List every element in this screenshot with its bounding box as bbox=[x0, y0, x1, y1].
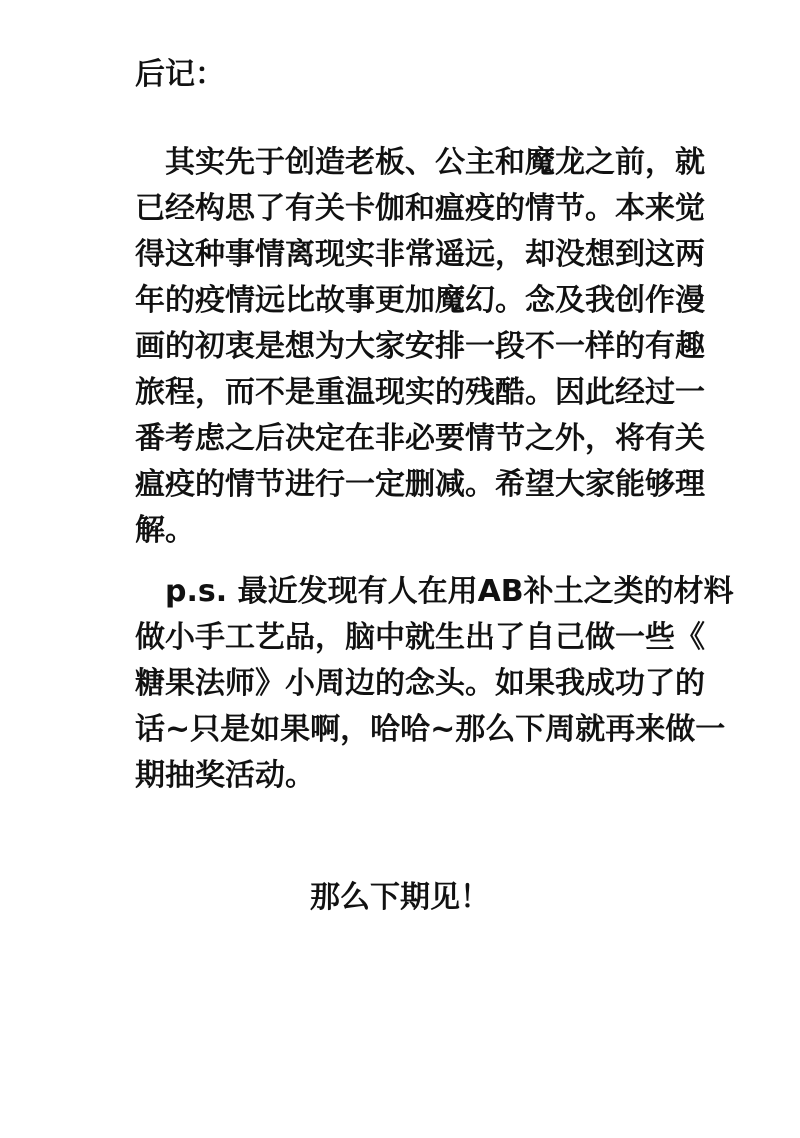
afterword-heading: 后记： bbox=[135, 57, 225, 92]
paragraph-line: 其实先于创造老板、公主和魔龙之前，就 bbox=[135, 145, 705, 180]
paragraph-line: 瘟疫的情节进行一定删减。希望大家能够理 bbox=[135, 467, 705, 502]
paragraph-line: 已经构思了有关卡伽和瘟疫的情节。本来觉 bbox=[135, 191, 705, 226]
closing-line: 那么下期见！ bbox=[310, 880, 490, 915]
paragraph-line: 得这种事情离现实非常遥远，却没想到这两 bbox=[135, 237, 705, 272]
paragraph-line: 番考虑之后决定在非必要情节之外，将有关 bbox=[135, 421, 705, 456]
afterword-paragraph-ps bbox=[135, 569, 734, 799]
paragraph-line: 做小手工艺品，脑中就生出了自己做一些《 bbox=[135, 620, 705, 655]
paragraph-line: 解。 bbox=[135, 513, 195, 548]
paragraph-line: 话~只是如果啊，哈哈~那么下周就再来做一 bbox=[135, 712, 726, 747]
paragraph-line: 年的疫情远比故事更加魔幻。念及我创作漫 bbox=[135, 283, 705, 318]
paragraph-line: 期抽奖活动。 bbox=[135, 758, 315, 793]
paragraph-line: 糖果法师》小周边的念头。如果我成功了的 bbox=[135, 666, 705, 701]
afterword-paragraph-main bbox=[135, 140, 705, 554]
paragraph-line: 旅程，而不是重温现实的残酷。因此经过一 bbox=[135, 375, 705, 410]
paragraph-line: p.s. 最近发现有人在用AB补土之类的材料 bbox=[135, 574, 734, 609]
paragraph-line: 画的初衷是想为大家安排一段不一样的有趣 bbox=[135, 329, 705, 364]
